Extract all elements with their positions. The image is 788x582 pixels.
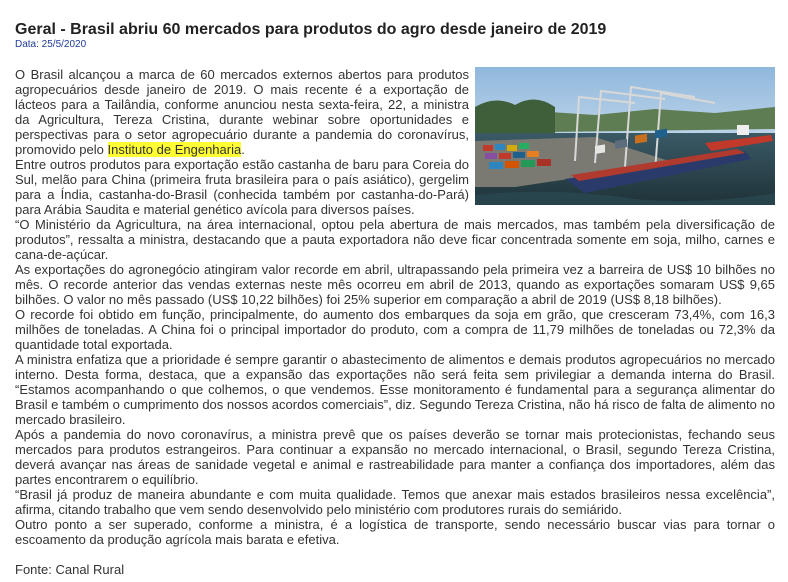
instituto-engenharia-link[interactable]: Instituto de Engenharia <box>107 142 242 157</box>
news-article <box>15 20 775 577</box>
paragraph: “O Ministério da Agricultura, na área internacional, optou pela abertura de mais mercados, mas também pela diversificação de produtos”, ressalta a ministra, destacando que a pauta exportadora não deve ficar concentrada somente em soja, milho, carnes e cana-de-açúcar. <box>15 217 775 262</box>
article-date: Data: 25/5/2020 <box>15 39 87 50</box>
paragraph: O recorde foi obtido em função, principalmente, do aumento dos embarques da soja em grão, que cresceram 73,4%, com 16,3 milhões de toneladas. A China foi o principal importador do produto, com a compra de 11,79 milhões de toneladas ou 72,3% da quantidade total exportada. <box>15 307 775 352</box>
paragraph: Após a pandemia do novo coronavírus, a ministra prevê que os países deverão se tornar mais protecionistas, fechando seus mercados para produtos estrangeiros. Para continuar a expansão no mercado internacional, o Brasil, segundo Tereza Cristina, deverá avançar nas áreas de sanidade vegetal e animal e rastreabilidade para manter a confiança dos importadores, além das partes encontrarem o equilíbrio. <box>15 427 775 487</box>
article-body <box>15 67 775 577</box>
port-ship-photo <box>475 67 775 205</box>
paragraph: Outro ponto a ser superado, conforme a ministra, é a logística de transporte, sendo necessário buscar vias para tornar o escoamento da produção agrícola mais barata e efetiva. <box>15 517 775 547</box>
article-source: Fonte: Canal Rural <box>15 562 125 577</box>
paragraph-intro-end: . <box>241 142 245 157</box>
paragraph: “Brasil já produz de maneira abundante e com muita qualidade. Temos que anexar mais estados brasileiros nessa excelência”, afirma, citando trabalho que vem sendo desenvolvido pelo ministério com produtores rurais do semiárido. <box>15 487 775 517</box>
paragraph: A ministra enfatiza que a prioridade é sempre garantir o abastecimento de alimentos e demais produtos agropecuários no mercado interno. Desta forma, destaca, que a expansão das exportações não será feita sem privilegiar a demanda interna do Brasil. “Estamos acompanhando o que colhemos, o que vendemos. Esse monitoramento é fundamental para a segurança alimentar do Brasil e também o cumprimento dos nossos acordos comerciais”, diz. Segundo Tereza Cristina, não há risco de falta de alimento no mercado brasileiro. <box>15 352 775 427</box>
article-title: Geral - Brasil abriu 60 mercados para produtos do agro desde janeiro de 2019 <box>15 21 607 38</box>
paragraph-intro-text: O Brasil alcançou a marca de 60 mercados externos abertos para produtos agropecuários desde janeiro de 2019. O mais recente é a exportação de lácteos para a Tailândia, conforme anunciou nesta sexta-feira, 22, a ministra da Agricultura, Tereza Cristina, durante webinar sobre oportunidades e perspectivas para o setor agropecuário durante a pandemia do coronavírus, promovido pelo <box>15 67 469 157</box>
paragraph: As exportações do agronegócio atingiram valor recorde em abril, ultrapassando pela primeira vez a barreira de US$ 10 bilhões no mês. O recorde anterior das vendas externas neste mês ocorreu em abril de 2013, quando as exportações somaram US$ 9,65 bilhões. O valor no mês passado (US$ 10,22 bilhões) foi 25% superior em comparação a abril de 2019 (US$ 8,18 bilhões). <box>15 262 775 307</box>
paragraph: Entre outros produtos para exportação estão castanha de baru para Coreia do Sul, melão para China (primeira fruta brasileira para o país asiático), gergelim para a Índia, castanha-do-Brasil (conhecida também por castanha-do-Pará) para Arábia Saudita e material genético avícola para diversos países. <box>15 157 469 217</box>
